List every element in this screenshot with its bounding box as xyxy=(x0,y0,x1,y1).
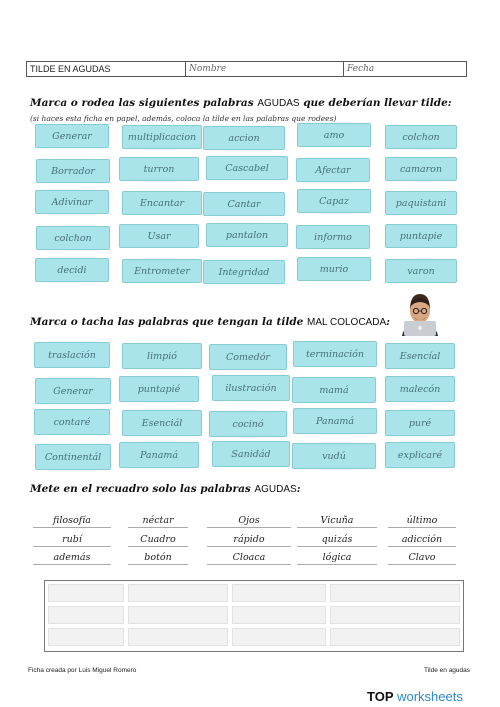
word-tile[interactable]: amo xyxy=(297,123,371,147)
date-field[interactable]: Fecha xyxy=(347,64,375,74)
word-tile[interactable]: Comedór xyxy=(209,344,287,370)
word-tile[interactable]: decidi xyxy=(35,258,109,282)
word-tile[interactable]: Sanidád xyxy=(212,441,290,467)
word-tile[interactable]: además xyxy=(33,550,111,565)
instruction-text: Marca o tacha las palabras que tengan la tilde xyxy=(30,316,308,328)
word-tile[interactable]: néctar xyxy=(128,513,188,528)
drop-slot[interactable] xyxy=(330,606,460,624)
word-tile[interactable]: informo xyxy=(296,225,370,249)
drop-slot[interactable] xyxy=(330,584,460,602)
word-tile[interactable]: Generar xyxy=(35,378,111,404)
drop-slot[interactable] xyxy=(128,628,228,646)
drop-slot[interactable] xyxy=(48,606,124,624)
word-tile[interactable]: lógica xyxy=(297,550,377,565)
word-tile[interactable]: puntapie xyxy=(385,224,457,248)
word-tile[interactable]: murio xyxy=(297,257,371,281)
word-tile[interactable]: accion xyxy=(203,126,285,150)
section1-note: (si haces esta ficha en papel, además, coloca la tilde en las palabras que rodees) xyxy=(30,114,337,123)
word-tile[interactable]: Integridad xyxy=(203,260,285,284)
word-tile[interactable]: multiplicacion xyxy=(122,125,202,149)
word-tile[interactable]: colchon xyxy=(385,125,457,149)
instruction-text: Mete en el recuadro solo las palabras xyxy=(30,483,255,495)
word-tile[interactable]: Afectar xyxy=(296,158,370,182)
word-tile[interactable]: botón xyxy=(128,550,188,565)
instruction-caps: MAL COLOCADA xyxy=(307,317,387,328)
word-tile[interactable]: camaron xyxy=(385,157,457,181)
section3-instruction xyxy=(30,483,301,495)
word-tile[interactable]: ilustración xyxy=(212,375,290,401)
word-tile[interactable]: colchon xyxy=(36,226,110,250)
word-tile[interactable]: Ojos xyxy=(207,513,291,528)
word-tile[interactable]: Panamá xyxy=(119,442,199,468)
word-tile[interactable]: Continentál xyxy=(35,444,111,470)
word-tile[interactable]: Cloaca xyxy=(207,550,291,565)
word-tile[interactable]: rápido xyxy=(207,532,291,547)
word-tile[interactable]: Vicuña xyxy=(297,513,377,528)
brand-logo xyxy=(367,689,463,704)
word-tile[interactable]: Panamá xyxy=(293,408,377,434)
word-tile[interactable]: adicción xyxy=(388,532,456,547)
section1-instruction xyxy=(30,97,452,109)
word-tile[interactable]: Borrador xyxy=(36,159,110,183)
word-tile[interactable]: Encantar xyxy=(122,191,202,215)
memoji-laptop-icon xyxy=(398,290,442,336)
word-tile[interactable]: filosofía xyxy=(33,513,111,528)
section2-instruction xyxy=(30,316,390,328)
word-tile[interactable]: vudú xyxy=(292,443,376,469)
word-tile[interactable]: terminación xyxy=(293,341,377,367)
word-tile[interactable]: Cuadro xyxy=(128,532,188,547)
word-tile[interactable]: cocinó xyxy=(209,411,287,437)
instruction-text: : xyxy=(296,483,301,495)
instruction-caps: AGUDAS xyxy=(257,98,300,109)
word-tile[interactable]: puré xyxy=(385,410,455,436)
drop-slot[interactable] xyxy=(128,606,228,624)
header-table xyxy=(26,61,467,77)
word-tile[interactable]: Esenciál xyxy=(122,410,202,436)
word-tile[interactable]: Capaz xyxy=(297,189,371,213)
drop-slot[interactable] xyxy=(48,584,124,602)
drop-slot[interactable] xyxy=(330,628,460,646)
brand-worksheets: worksheets xyxy=(393,689,463,704)
drop-slot[interactable] xyxy=(48,628,124,646)
instruction-caps: AGUDAS xyxy=(254,484,297,495)
drop-slot[interactable] xyxy=(232,584,326,602)
word-tile[interactable]: último xyxy=(388,513,456,528)
word-tile[interactable]: Esencíal xyxy=(385,343,455,369)
word-tile[interactable]: explicaré xyxy=(385,442,455,468)
word-tile[interactable]: traslación xyxy=(34,342,110,368)
word-tile[interactable]: Usar xyxy=(119,224,199,248)
word-tile[interactable]: Generar xyxy=(35,124,109,148)
footer-credit: Ficha creada por Luis Miguel Romero xyxy=(28,667,137,674)
word-tile[interactable]: Cascabel xyxy=(206,156,288,180)
word-tile[interactable]: mamá xyxy=(292,377,376,403)
word-tile[interactable]: malecón xyxy=(385,376,455,402)
word-tile[interactable]: varon xyxy=(385,259,457,283)
name-field[interactable]: Nombre xyxy=(186,62,344,76)
word-tile[interactable]: contaré xyxy=(34,409,110,435)
worksheet-title: TILDE EN AGUDAS xyxy=(27,62,186,76)
instruction-text: : xyxy=(386,316,390,328)
word-tile[interactable]: pantalon xyxy=(206,223,288,247)
word-tile[interactable]: paquistani xyxy=(385,191,457,215)
footer-title: Tilde en agudas xyxy=(424,667,471,674)
word-tile[interactable]: puntapié xyxy=(119,376,199,402)
word-tile[interactable]: limpió xyxy=(122,343,202,369)
word-tile[interactable]: Cantar xyxy=(203,192,285,216)
instruction-text: que deberían llevar tilde: xyxy=(299,97,452,109)
drop-slot[interactable] xyxy=(232,606,326,624)
word-tile[interactable]: Adivinar xyxy=(35,190,109,214)
word-tile[interactable]: Clavo xyxy=(388,550,456,565)
brand-top: TOP xyxy=(367,689,394,704)
word-tile[interactable]: turron xyxy=(119,157,199,181)
word-tile[interactable]: rubí xyxy=(33,532,111,547)
drop-slot[interactable] xyxy=(128,584,228,602)
word-tile[interactable]: Entrometer xyxy=(122,259,202,283)
drop-slot[interactable] xyxy=(232,628,326,646)
instruction-text: Marca o rodea las siguientes palabras xyxy=(30,97,258,109)
word-tile[interactable]: quizás xyxy=(297,532,377,547)
